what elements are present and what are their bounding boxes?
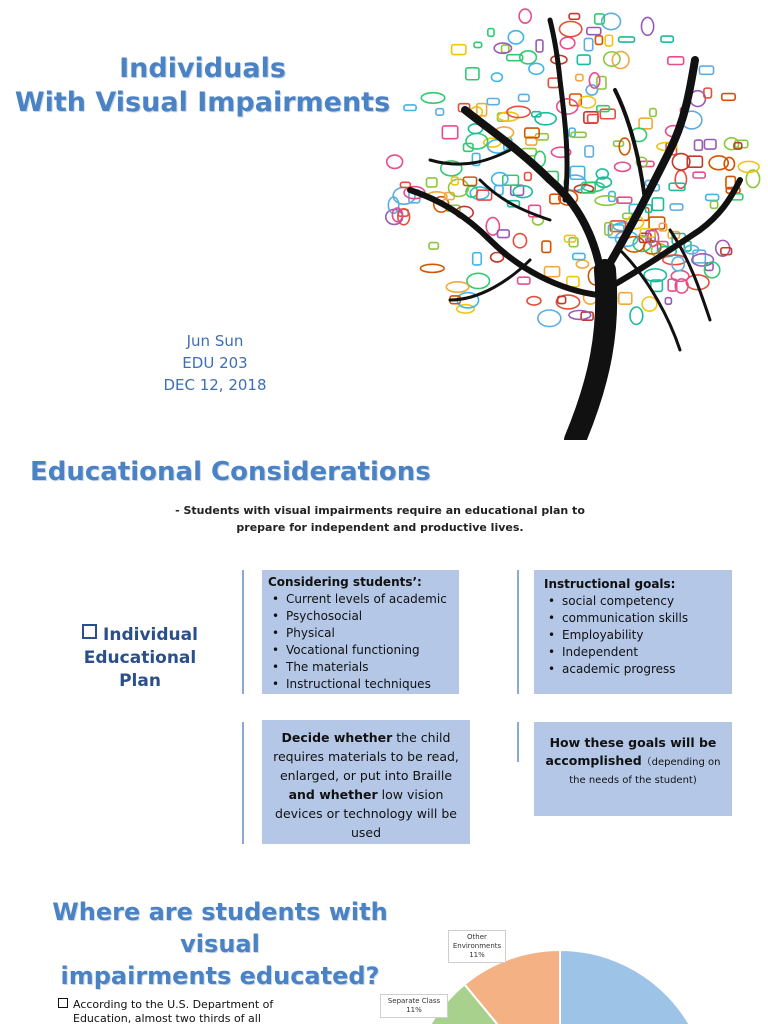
leaf-doodle-icon: [446, 282, 469, 292]
leaf-doodle-icon: [457, 305, 475, 314]
leaf-doodle-icon: [473, 253, 482, 265]
leaf-doodle-icon: [704, 140, 716, 150]
author-name: Jun Sun: [186, 332, 244, 350]
slide-title: Educational Considerations: [30, 457, 431, 487]
leaf-doodle-icon: [400, 182, 410, 187]
tree-trunk: [410, 20, 740, 440]
leaf-doodle-icon: [542, 241, 551, 252]
divider-line: [242, 722, 244, 844]
presentation-date: DEC 12, 2018: [163, 376, 267, 394]
leaf-doodle-icon: [639, 118, 652, 129]
leaf-doodle-icon: [569, 14, 579, 20]
leaf-doodle-icon: [692, 254, 714, 266]
leaf-doodle-icon: [519, 9, 531, 23]
how-small: （depending on the needs of the student): [569, 757, 721, 786]
list-item: • communication skills: [544, 610, 732, 627]
checkbox-bullet-icon: [82, 624, 97, 639]
leaf-doodle-icon: [668, 57, 684, 65]
iep-line-2: Educational: [83, 648, 197, 668]
goals-list: [544, 593, 732, 678]
pie-label-text: Separate Class: [387, 997, 441, 1005]
pie-label-pct: 11%: [469, 951, 485, 959]
leaf-doodle-icon: [706, 194, 719, 200]
according-line-2: Education, almost two thirds of all: [73, 1012, 261, 1024]
leaf-doodle-icon: [652, 198, 663, 211]
leaf-doodle-icon: [642, 297, 657, 311]
intro-line-2: prepare for independent and productive lives.: [236, 521, 524, 534]
leaf-doodle-icon: [571, 132, 586, 137]
leaf-doodle-icon: [722, 94, 735, 101]
instructional-goals-box: [534, 570, 732, 694]
leaf-doodle-icon: [588, 115, 598, 123]
leaf-doodle-icon: [738, 161, 759, 172]
intro-text: [150, 502, 610, 536]
pie-label-other: [448, 930, 506, 963]
decide-whether-box: [262, 720, 470, 844]
leaf-doodle-icon: [420, 264, 444, 272]
pie-label-text: Environments: [452, 942, 502, 950]
according-line-1: According to the U.S. Department of: [73, 998, 274, 1011]
leaf-doodle-icon: [527, 297, 541, 305]
leaf-doodle-icon: [426, 178, 436, 187]
list-item: • Instructional techniques: [268, 676, 459, 693]
leaf-doodle-icon: [615, 162, 631, 171]
leaf-doodle-icon: [630, 307, 643, 324]
leaf-doodle-icon: [502, 45, 509, 53]
leaf-doodle-icon: [619, 37, 635, 42]
leaf-doodle-icon: [556, 295, 579, 309]
leaf-doodle-icon: [576, 74, 583, 80]
leaf-doodle-icon: [474, 42, 482, 47]
title-line-1: Where are students with visual: [52, 898, 388, 958]
divider-line: [517, 570, 519, 694]
course-code: EDU 203: [182, 354, 248, 372]
leaf-doodle-icon: [429, 243, 438, 250]
iep-label: [60, 624, 220, 693]
iep-line-1: Individual: [103, 625, 198, 645]
leaf-doodle-icon: [548, 78, 558, 87]
leaf-doodle-icon: [710, 201, 717, 208]
leaf-doodle-icon: [587, 27, 601, 34]
title-line-1: Individuals: [119, 53, 286, 84]
list-item: • Vocational functioning: [268, 642, 459, 659]
divider-line: [242, 570, 244, 694]
leaf-doodle-icon: [694, 140, 702, 150]
leaf-doodle-icon: [529, 63, 544, 74]
leaf-doodle-icon: [650, 109, 657, 117]
leaf-doodle-icon: [519, 94, 529, 101]
leaf-doodle-icon: [699, 66, 713, 74]
leaf-doodle-icon: [518, 277, 530, 284]
leaf-doodle-icon: [584, 112, 598, 123]
leaf-doodle-icon: [538, 310, 561, 327]
list-item: • academic progress: [544, 661, 732, 678]
how-bold: How these goals will be accomplished: [545, 735, 717, 768]
leaf-doodle-icon: [544, 267, 559, 277]
decide-bold-1: Decide whether: [281, 730, 393, 745]
title-line-2: impairments educated?: [60, 962, 380, 990]
goals-heading: Instructional goals:: [544, 577, 676, 591]
leaf-doodle-icon: [535, 113, 556, 125]
list-item: • Psychosocial: [268, 608, 459, 625]
tree-leaves: [386, 9, 760, 327]
according-text: [58, 998, 328, 1024]
list-item: • The materials: [268, 659, 459, 676]
iep-line-3: Plan: [119, 671, 161, 691]
leaf-doodle-icon: [670, 204, 683, 210]
education-tree-illustration: [370, 0, 765, 440]
leaf-doodle-icon: [487, 98, 499, 104]
list-item: • Current levels of academic: [268, 591, 459, 608]
pie-label-pct: 11%: [406, 1006, 422, 1014]
leaf-doodle-icon: [508, 31, 523, 44]
leaf-doodle-icon: [724, 157, 734, 170]
leaf-doodle-icon: [619, 293, 632, 305]
leaf-doodle-icon: [585, 146, 593, 157]
checkbox-bullet-icon: [58, 998, 68, 1008]
leaf-doodle-icon: [600, 109, 615, 119]
leaf-doodle-icon: [467, 273, 490, 288]
leaf-doodle-icon: [404, 105, 416, 111]
leaf-doodle-icon: [641, 17, 653, 35]
leaf-doodle-icon: [584, 38, 592, 50]
leaf-doodle-icon: [617, 197, 632, 203]
leaf-doodle-icon: [595, 36, 602, 45]
how-goals-box: [534, 722, 732, 816]
title-line-2: With Visual Impairments: [14, 87, 391, 118]
considering-heading: Considering students’:: [268, 575, 422, 589]
leaf-doodle-icon: [659, 223, 666, 231]
leaf-doodle-icon: [569, 310, 591, 319]
leaf-doodle-icon: [436, 109, 444, 115]
considering-list: [268, 591, 459, 693]
leaf-doodle-icon: [577, 55, 590, 64]
decide-bold-2: and whether: [288, 787, 378, 802]
leaf-doodle-icon: [492, 173, 508, 186]
leaf-doodle-icon: [513, 234, 526, 248]
leaf-doodle-icon: [536, 40, 543, 52]
leaf-doodle-icon: [488, 29, 494, 37]
considering-students-box: [262, 570, 459, 694]
leaf-doodle-icon: [557, 99, 578, 114]
list-item: • Employability: [544, 627, 732, 644]
leaf-doodle-icon: [387, 155, 403, 168]
decide-text-2: low vision devices or technology will be used: [275, 787, 457, 840]
decide-text-1: the child requires materials to be read, enlarged, or put into Braille: [273, 730, 459, 783]
list-item: • Physical: [268, 625, 459, 642]
leaf-doodle-icon: [452, 45, 466, 55]
where-educated-slide: [0, 880, 768, 1024]
leaf-doodle-icon: [665, 298, 671, 305]
pie-label-text: Other: [467, 933, 487, 941]
pie-label-separate: [380, 994, 448, 1018]
author-block: [120, 330, 310, 396]
slide-title: [20, 896, 420, 992]
leaf-doodle-icon: [559, 21, 581, 36]
educational-considerations-slide: [0, 440, 768, 880]
leaf-doodle-icon: [491, 73, 502, 82]
leaf-doodle-icon: [442, 126, 457, 139]
leaf-doodle-icon: [525, 172, 532, 180]
leaf-doodle-icon: [573, 253, 585, 259]
leaf-doodle-icon: [576, 260, 588, 268]
leaf-doodle-icon: [693, 172, 705, 178]
title-slide: [0, 0, 768, 440]
list-item: • Independent: [544, 644, 732, 661]
leaf-doodle-icon: [661, 36, 673, 42]
intro-line-1: - Students with visual impairments require an educational plan to: [175, 504, 585, 517]
divider-line: [517, 722, 519, 762]
list-item: • social competency: [544, 593, 732, 610]
presentation-title: [10, 52, 395, 120]
leaf-doodle-icon: [560, 37, 575, 49]
leaf-doodle-icon: [466, 68, 479, 80]
leaf-doodle-icon: [605, 35, 612, 46]
leaf-doodle-icon: [421, 93, 445, 103]
